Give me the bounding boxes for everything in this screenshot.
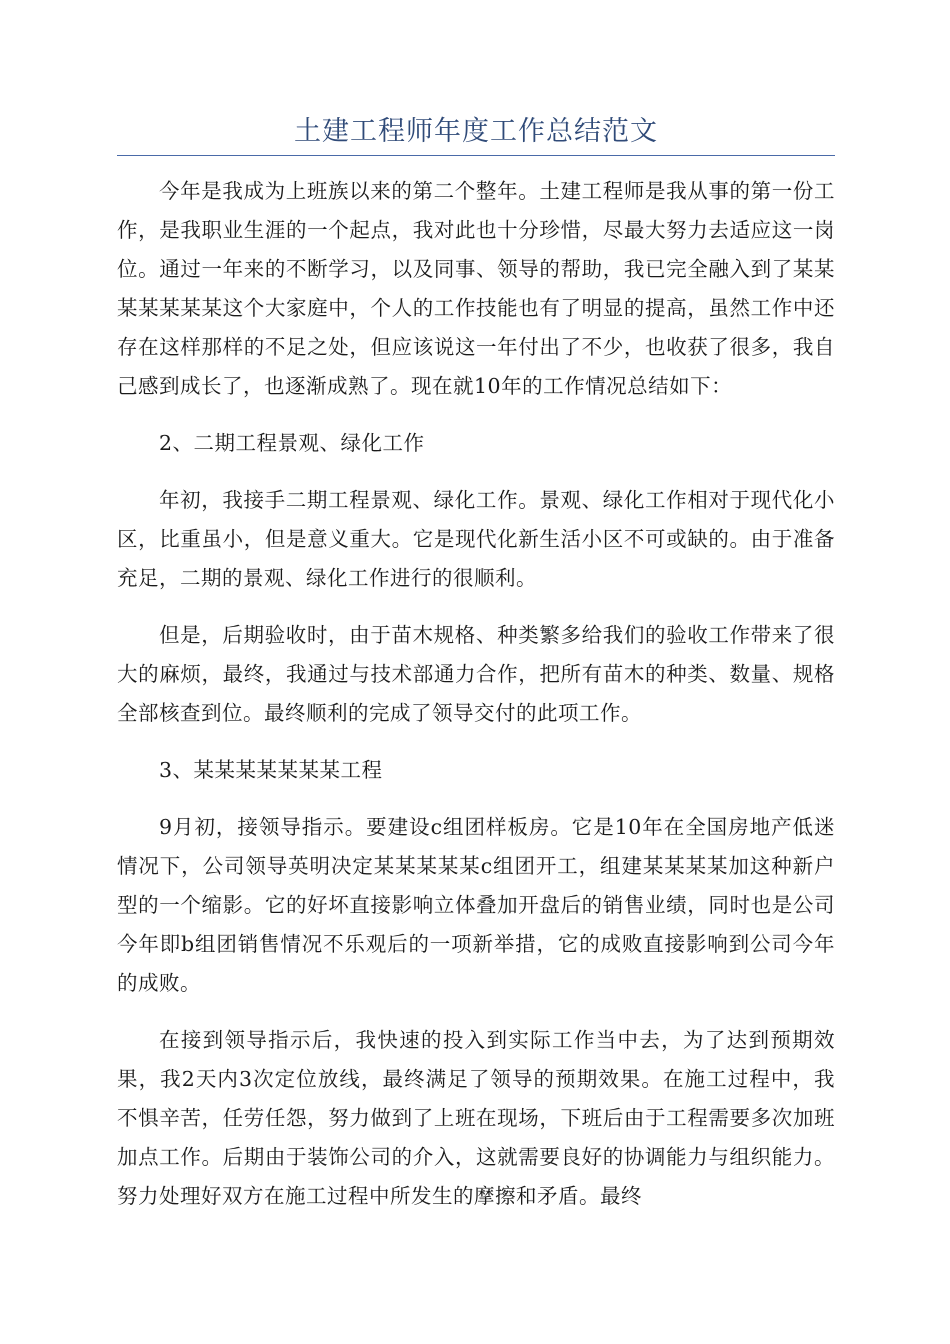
- title-underline: [117, 155, 835, 156]
- section-heading-3: 3、某某某某某某某工程: [159, 758, 383, 782]
- paragraph-model-house: 9月初，接领导指示。要建设c组团样板房。它是10年在全国房地产低迷情况下，公司领导英明决定某某某某某c组团开工，组建某某某某加这种新户型的一个缩影。它的好坏直接影响立体叠加开盘后的销售业绩，同时也是公司今年即b组团销售情况不乐观后的一项新举措，它的成败直接影响到公司今年的成败。: [117, 815, 835, 995]
- document-body: [117, 172, 835, 1216]
- paragraph-acceptance: 但是，后期验收时，由于苗木规格、种类繁多给我们的验收工作带来了很大的麻烦，最终，我通过与技术部通力合作，把所有苗木的种类、数量、规格全部核查到位。最终顺利的完成了领导交付的此项工作。: [117, 623, 835, 725]
- section-heading-2: 2、二期工程景观、绿化工作: [159, 431, 425, 455]
- document-title: 土建工程师年度工作总结范文: [294, 116, 658, 147]
- paragraph-landscape: 年初，我接手二期工程景观、绿化工作。景观、绿化工作相对于现代化小区，比重虽小，但是意义重大。它是现代化新生活小区不可或缺的。由于准备充足，二期的景观、绿化工作进行的很顺利。: [117, 488, 835, 590]
- paragraph-intro: 今年是我成为上班族以来的第二个整年。土建工程师是我从事的第一份工作，是我职业生涯的一个起点，我对此也十分珍惜，尽最大努力去适应这一岗位。通过一年来的不断学习，以及同事、领导的帮助，我已完全融入到了某某某某某某某这个大家庭中，个人的工作技能也有了明显的提高，虽然工作中还存在这样那样的不足之处，但应该说这一年付出了不少，也收获了很多，我自己感到成长了，也逐渐成熟了。现在就10年的工作情况总结如下：: [117, 179, 835, 398]
- paragraph-execution: 在接到领导指示后，我快速的投入到实际工作当中去，为了达到预期效果，我2天内3次定位放线，最终满足了领导的预期效果。在施工过程中，我不惧辛苦，任劳任怨，努力做到了上班在现场，下班后由于工程需要多次加班加点工作。后期由于装饰公司的介入，这就需要良好的协调能力与组织能力。努力处理好双方在施工过程中所发生的摩擦和矛盾。最终: [117, 1028, 835, 1208]
